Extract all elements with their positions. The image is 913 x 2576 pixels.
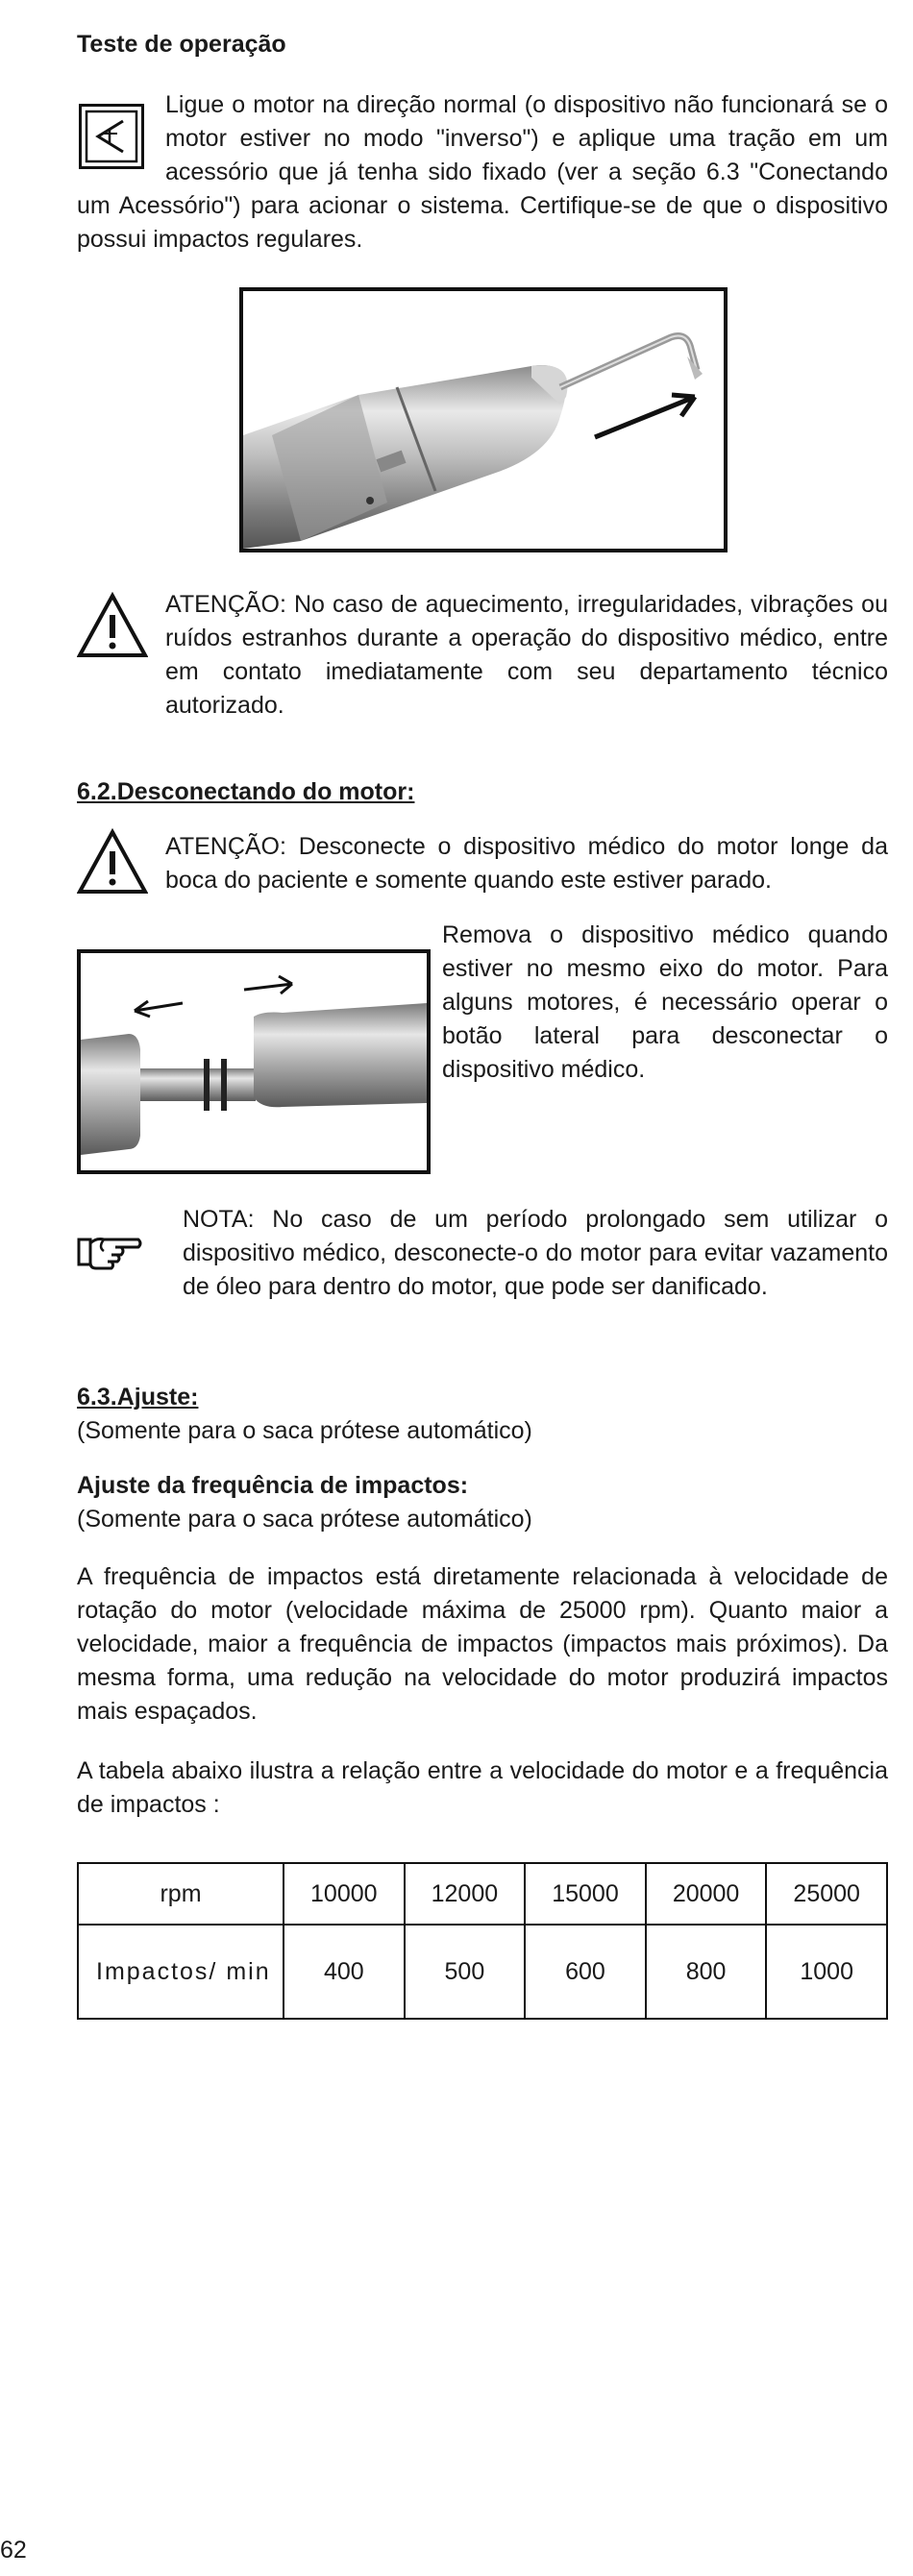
disconnect-text: Remova o dispositivo médico quando estiver no mesmo eixo do motor. Para alguns motores, é necessário operar o botão lateral para desconectar o dispositivo médico. xyxy=(442,921,888,1083)
table-cell: 15000 xyxy=(525,1863,646,1925)
pointing-hand-icon xyxy=(75,1230,144,1277)
table-cell-label: Impactos/ min xyxy=(78,1925,284,2019)
disconnect-photo xyxy=(77,949,431,1174)
table-row-rpm xyxy=(78,1863,887,1925)
table-cell-label: rpm xyxy=(78,1863,284,1925)
warning-heating-text: ATENÇÃO: No caso de aquecimento, irregularidades, vibrações ou ruídos estranhos durante a operação do dispositivo médico, entre em contato imediatamente com seu departamento técnico autorizado. xyxy=(165,591,888,719)
table-row-impacts xyxy=(78,1925,887,2019)
adjust-subtitle: (Somente para o saca prótese automático) xyxy=(77,1417,532,1444)
disconnect-section-title: 6.2.Desconectando do motor: xyxy=(77,778,415,805)
table-cell: 20000 xyxy=(646,1863,767,1925)
table-cell: 500 xyxy=(405,1925,526,2019)
rpm-impacts-table xyxy=(77,1862,888,2020)
handpiece-photo xyxy=(239,287,728,552)
warning-icon xyxy=(77,592,148,664)
table-cell: 12000 xyxy=(405,1863,526,1925)
frequency-title: Ajuste da frequência de impactos: xyxy=(77,1472,469,1499)
table-cell: 600 xyxy=(525,1925,646,2019)
adjust-section-title: 6.3.Ajuste: xyxy=(77,1384,199,1411)
disconnect-warning-text: ATENÇÃO: Desconecte o dispositivo médico do motor longe da boca do paciente e somente quando este estiver parado. xyxy=(165,833,888,894)
page-number: 62 xyxy=(0,2537,27,2564)
note-text: NOTA: No caso de um período prolongado sem utilizar o dispositivo médico, desconecte-o do motor para evitar vazamento de óleo para dentro do motor, que pode ser danificado. xyxy=(183,1206,888,1300)
table-cell: 400 xyxy=(284,1925,405,2019)
operation-test-text: Ligue o motor na direção normal (o dispositivo não funcionará se o motor estiver no modo "inverso") e aplique uma tração em um acessório que já tenha sido fixado (ver a seção 6.3 "Conectando um Acessório") para acionar o sistema. Certifique-se de que o dispositivo possui impactos regulares. xyxy=(77,91,888,253)
warning-icon xyxy=(77,828,148,900)
table-cell: 10000 xyxy=(284,1863,405,1925)
table-cell: 25000 xyxy=(766,1863,887,1925)
operation-test-title: Teste de operação xyxy=(77,31,286,58)
table-cell: 1000 xyxy=(766,1925,887,2019)
frequency-paragraph-1: A frequência de impactos está diretamente relacionada à velocidade de rotação do motor (velocidade máxima de 25000 rpm). Quanto maior a velocidade, maior a frequência de impactos (impactos mais próximos). Da mesma forma, uma redução na velocidade do motor produzirá impactos mais espaçados. xyxy=(77,1563,888,1725)
table-cell: 800 xyxy=(646,1925,767,2019)
frequency-subtitle: (Somente para o saca prótese automático) xyxy=(77,1506,532,1533)
frequency-paragraph-2: A tabela abaixo ilustra a relação entre a velocidade do motor e a frequência de impactos : xyxy=(77,1757,888,1818)
